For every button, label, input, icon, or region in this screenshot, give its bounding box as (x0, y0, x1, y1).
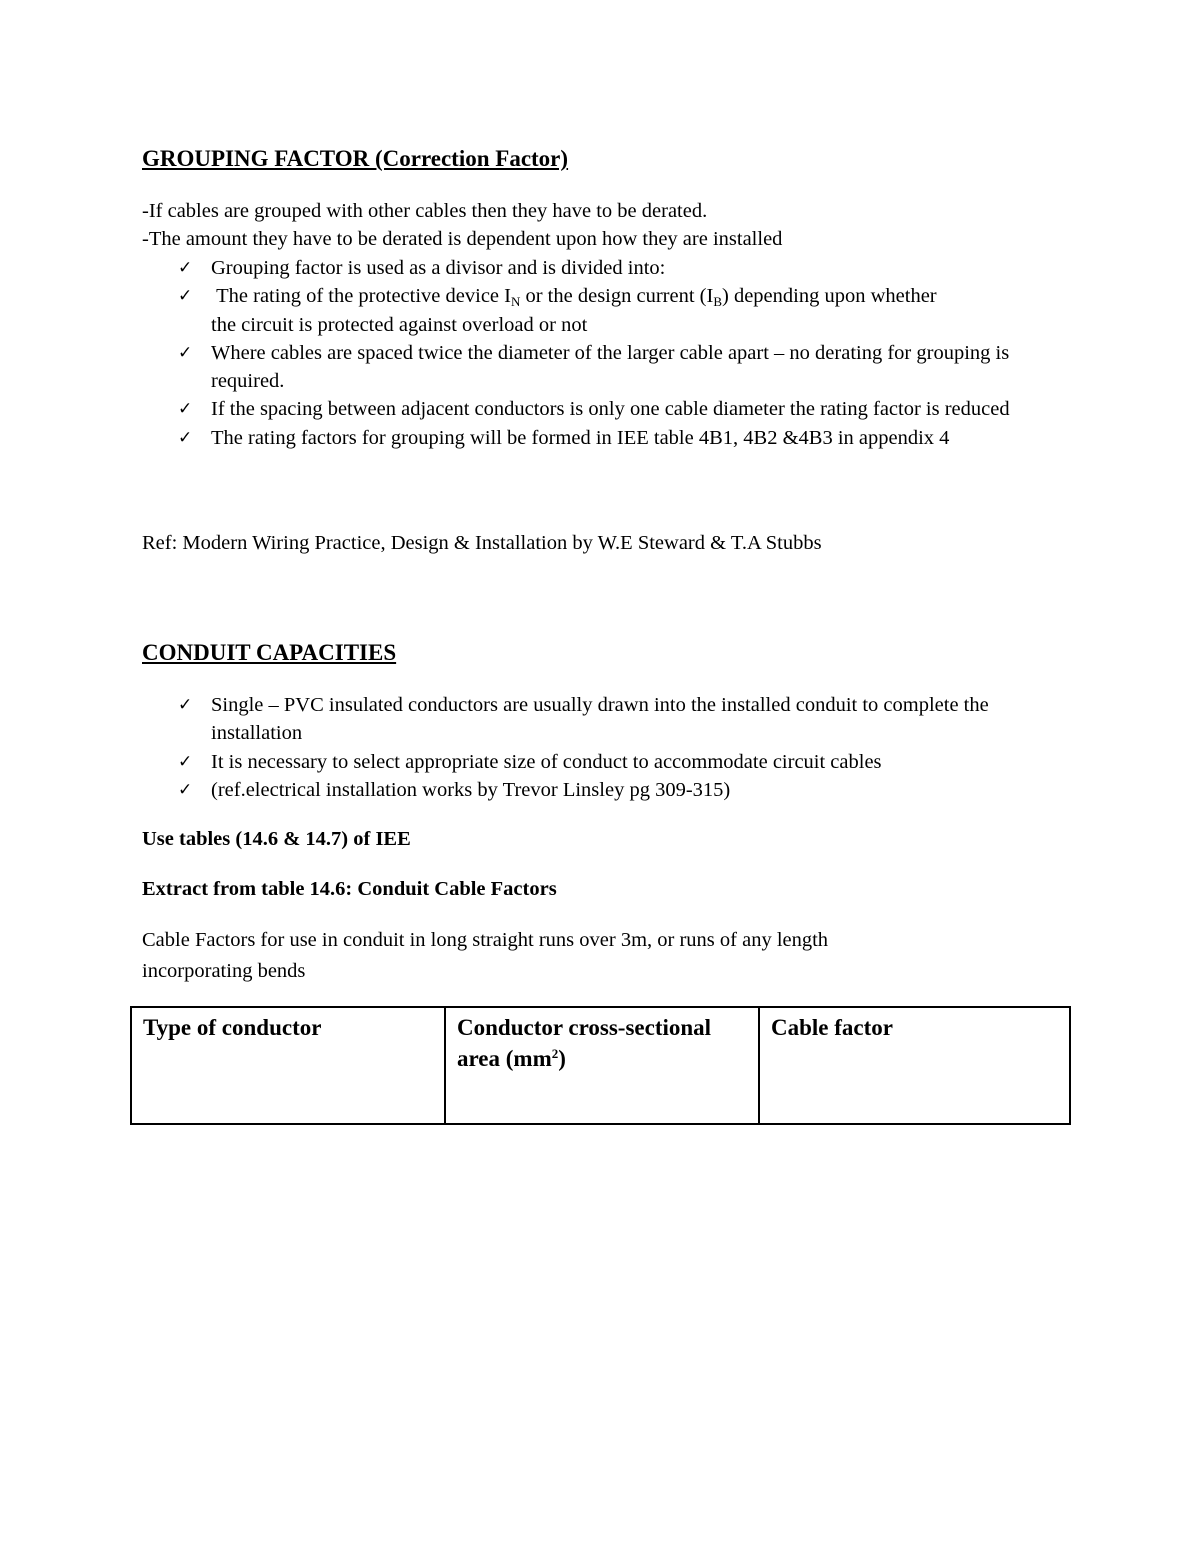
grouping-intro-line-2: -The amount they have to be derated is dependent upon how they are installed (142, 228, 783, 250)
checkmark-icon: ✓ (178, 399, 193, 420)
reference-line: Ref: Modern Wiring Practice, Design & Installation by W.E Steward & T.A Stubbs (142, 532, 822, 554)
superscript-2: 2 (551, 1046, 559, 1061)
conduit-bullet-3 (0, 776, 1071, 804)
use-tables-line: Use tables (14.6 & 14.7) of IEE (142, 828, 411, 850)
grouping-bullet-list (0, 254, 1071, 452)
grouping-bullet-2-text: The rating of the protective device $I_N$ or the design current $(I_B)$ depending upon whether the circuit is protected against overload or not (211, 285, 937, 336)
header-type-of-conductor: Type of conductor (131, 1007, 445, 1124)
grouping-bullet-4 (0, 395, 1071, 423)
grouping-factor-heading: GROUPING FACTOR (Correction Factor) (142, 146, 569, 171)
description-line-2: incorporating bends (142, 960, 306, 982)
grouping-intro-line-1: -If cables are grouped with other cables then they have to be derated. (142, 200, 708, 222)
conduit-capacities-heading: CONDUIT CAPACITIES (142, 640, 397, 665)
conduit-bullet-2 (0, 748, 1071, 776)
checkmark-icon: ✓ (178, 258, 193, 278)
grouping-bullet-5-text: The rating factors for grouping will be formed in IEE table 4B1, 4B2 &4B3 in appendix 4 (211, 426, 950, 449)
checkmark-icon: ✓ (178, 695, 193, 715)
checkmark-icon: ✓ (178, 286, 193, 307)
extract-title-line: Extract from table 14.6: Conduit Cable Factors (142, 878, 557, 900)
grouping-bullet-3 (0, 339, 1071, 396)
header-cross-sectional-area: Conductor cross-sectional area $(mm^2)$ (445, 1007, 759, 1124)
grouping-bullet-1 (0, 254, 1071, 282)
table-header-row (131, 1007, 1070, 1124)
description-line-1: Cable Factors for use in conduit in long straight runs over 3m, or runs of any length (142, 929, 829, 951)
conduit-bullet-3-text: (ref.electrical installation works by Trevor Linsley pg 309-315) (211, 778, 731, 801)
conduit-bullet-list (0, 691, 1071, 804)
checkmark-icon: ✓ (178, 342, 193, 363)
grouping-bullet-5 (0, 424, 1071, 452)
checkmark-icon: ✓ (178, 427, 193, 448)
conduit-bullet-1 (0, 691, 1071, 748)
grouping-bullet-1-text: Grouping factor is used as a divisor and is divided into: (211, 257, 666, 279)
grouping-bullet-3-text: Where cables are spaced twice the diameter of the larger cable apart – no derating for grouping is required. (211, 341, 1010, 393)
checkmark-icon: ✓ (178, 751, 193, 772)
cable-factors-table (130, 1006, 1071, 1125)
subscript-n: N (510, 294, 521, 310)
grouping-bullet-2 (0, 282, 1071, 339)
conduit-bullet-1-text: Single – PVC insulated conductors are usually drawn into the installed conduit to complete the installation (211, 694, 989, 745)
conduit-bullet-2-text: It is necessary to select appropriate size of conduct to accommodate circuit cables (211, 750, 882, 773)
header-cable-factor: Cable factor (759, 1007, 1070, 1124)
subscript-b: B (713, 294, 722, 310)
grouping-bullet-4-text: If the spacing between adjacent conductors is only one cable diameter the rating factor is reduced (211, 398, 1010, 421)
checkmark-icon: ✓ (178, 779, 193, 800)
